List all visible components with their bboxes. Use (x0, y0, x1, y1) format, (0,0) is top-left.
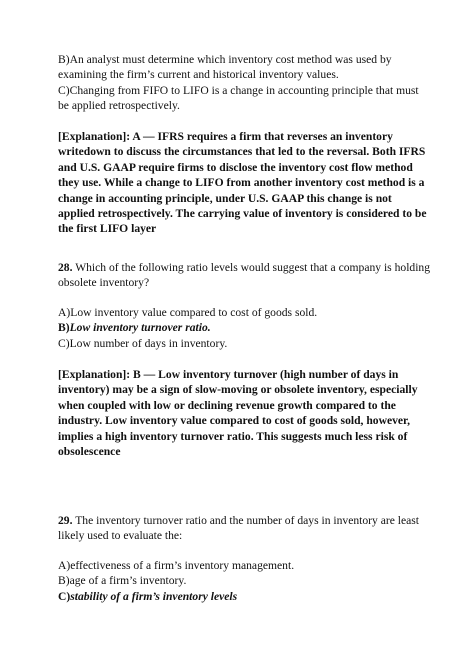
q29-option-c (58, 589, 420, 604)
q28-explanation-line: when coupled with low or declining revenue growth compared to the (58, 398, 396, 412)
q28-question (58, 260, 431, 291)
q28-explanation-line: industry. Low inventory value compared to cost of goods sold, however, (58, 414, 411, 428)
q29-number: 29. (58, 514, 73, 527)
q27-option-c-line2: be applied retrospectively. (58, 99, 180, 113)
q29-question-line2: likely used to evaluate the: (58, 529, 183, 543)
q29-options (58, 558, 420, 604)
q27-explanation (58, 129, 427, 237)
q28-number: 28. (58, 261, 73, 274)
q29-option-b: B)age of a firm’s inventory. (58, 574, 187, 588)
q28-option-b-text: Low inventory turnover ratio. (69, 321, 211, 335)
q28-explanation (58, 367, 420, 459)
q28-explanation-line: [Explanation]: B — Low inventory turnover (high number of days in (58, 368, 399, 381)
q29-option-c-prefix: C) (58, 589, 71, 603)
q29-option-a: A)effectiveness of a firm’s inventory management. (58, 559, 295, 572)
q28-option-c: C)Low number of days in inventory. (58, 336, 228, 350)
q28-explanation-line: inventory) may be a sign of slow-moving or obsolete inventory, especially (58, 383, 418, 397)
q28-option-a: A)Low inventory value compared to cost of goods sold. (58, 306, 318, 319)
q28-explanation-line: obsolescence (58, 445, 121, 459)
q27-explanation-line: and U.S. GAAP require firms to disclose the inventory cost flow method (58, 160, 413, 174)
q27-explanation-line: [Explanation]: A — IFRS requires a firm that reverses an inventory (58, 130, 393, 143)
q27-option-c-line1: C)Changing from FIFO to LIFO is a change in accounting principle that must (58, 83, 419, 97)
q27-option-b-line2: examining the firm’s current and historical inventory values. (58, 68, 339, 82)
q27-explanation-line: change in accounting principle, under U.S. GAAP this change is not (58, 191, 392, 205)
q29-option-c-text: stability of a firm’s inventory levels (70, 589, 238, 603)
q29-question (58, 513, 420, 544)
q28-options (58, 305, 420, 351)
q27-options (58, 52, 420, 114)
q29-question-line1: The inventory turnover ratio and the number of days in inventory are least (72, 514, 420, 527)
q27-explanation-line: writedown to discuss the circumstances that led to the reversal. Both IFRS (58, 145, 426, 159)
q27-explanation-line: applied retrospectively. The carrying value of inventory is considered to be (58, 207, 427, 221)
q27-option-b-line1: B)An analyst must determine which inventory cost method was used by (58, 53, 392, 66)
q27-explanation-line: they use. While a change to LIFO from another inventory cost method is a (58, 176, 425, 190)
q27-explanation-line: the first LIFO layer (58, 222, 157, 236)
q28-question-line2: obsolete inventory? (58, 276, 150, 290)
q28-option-b (58, 320, 420, 335)
q28-question-line1: Which of the following ratio levels would suggest that a company is holding (72, 261, 431, 274)
q28-explanation-line: implies a high inventory turnover ratio. This suggests much less risk of (58, 429, 408, 443)
q28-option-b-prefix: B) (58, 321, 70, 335)
